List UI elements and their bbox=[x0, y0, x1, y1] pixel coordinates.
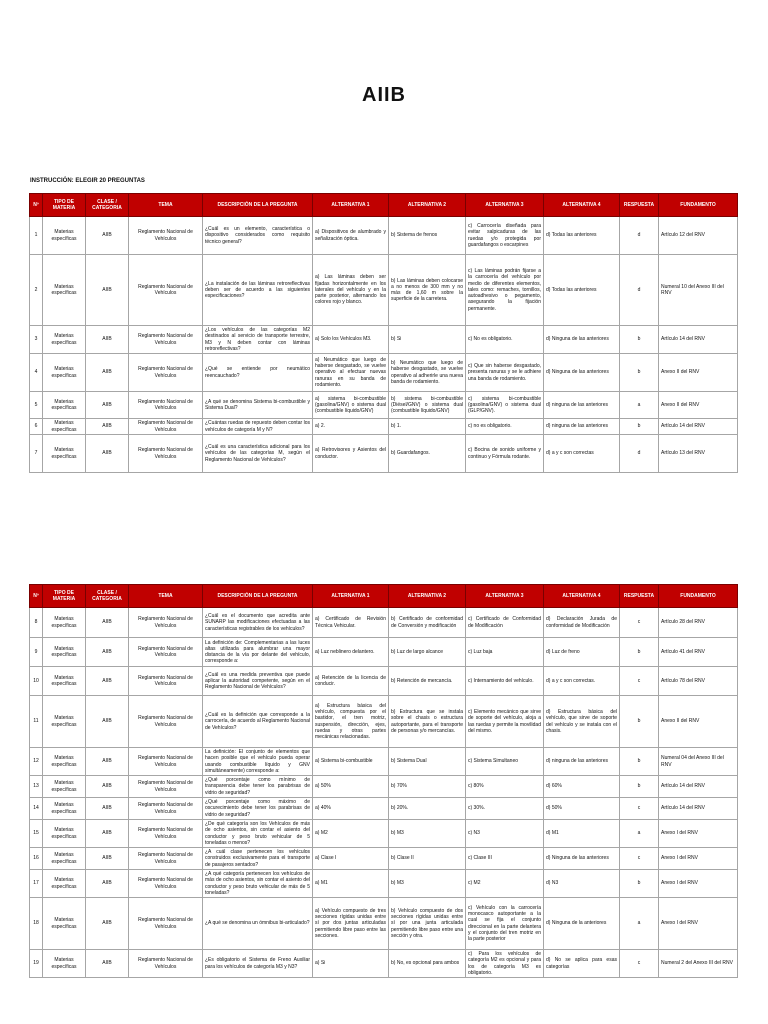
cell-tipo-materia: Materias específicas bbox=[43, 608, 86, 638]
cell-pregunta: La definición: El conjunto de elementos que hacen posible que el vehículo pueda operar usando combustible líquido y GNV simultáneamente) corresponde a: bbox=[203, 748, 313, 776]
cell-tipo-materia: Materias específicas bbox=[43, 950, 86, 978]
table-row bbox=[30, 638, 738, 667]
cell-tema: Reglamento Nacional de Vehículos bbox=[129, 748, 203, 776]
table-row bbox=[30, 608, 738, 638]
cell-alternativa-1: a) Dispositivos de alumbrado y señalización óptica. bbox=[313, 217, 389, 255]
cell-fundamento: Anexo I del RNV bbox=[659, 870, 738, 898]
cell-pregunta: ¿A qué categoría pertenecen los vehículos de más de ocho asientos, sin contar el asiento del conductor y peso bruto vehicular de más de 5 toneladas? bbox=[203, 870, 313, 898]
cell-tema: Reglamento Nacional de Vehículos bbox=[129, 820, 203, 848]
header-tema: TEMA bbox=[129, 585, 203, 608]
cell-pregunta: ¿Cuál es un elemento, característica o dispositivo considerados como requisito técnico general? bbox=[203, 217, 313, 255]
cell-alternativa-2: b) Guardafangos. bbox=[389, 435, 466, 473]
cell-pregunta: ¿Qué se entiende por neumático reencauchado? bbox=[203, 354, 313, 392]
cell-alternativa-2: b) 20%. bbox=[389, 798, 466, 820]
table-row bbox=[30, 255, 738, 326]
cell-alternativa-1: a) M1 bbox=[313, 870, 389, 898]
cell-alternativa-3: c) Carrocería diseñada para evitar salpicaduras de las ruedas y/o protegida por guardafangos o escarpines bbox=[466, 217, 544, 255]
questions-table-2 bbox=[29, 584, 738, 978]
cell-pregunta: ¿De qué categoría son los Vehículos de más de ocho asientos, sin contar el asiento del conductor y peso bruto vehicular de 5 toneladas o menos? bbox=[203, 820, 313, 848]
table-row bbox=[30, 820, 738, 848]
cell-clase: AIIB bbox=[86, 217, 129, 255]
cell-pregunta: ¿Cuántas ruedas de repuesto deben contar los vehículos de categoría M y N? bbox=[203, 419, 313, 435]
cell-alternativa-3: c) No es obligatorio. bbox=[466, 326, 544, 354]
cell-alternativa-2: b) Estructura que se instala sobre el chasis o estructura autoportante, para el transporte de personas y/o mercancías. bbox=[389, 696, 466, 748]
cell-fundamento: Numeral 2 del Anexo III del RNV bbox=[659, 950, 738, 978]
header-clase-categoria: CLASE / CATEGORIA bbox=[86, 194, 129, 217]
cell-alternativa-1: a) Estructura básica del vehículo, compuesta por el bastidor, el tren motriz, suspensión, dirección, ejes, ruedas y otras partes mecánicas relacionadas. bbox=[313, 696, 389, 748]
cell-tema: Reglamento Nacional de Vehículos bbox=[129, 696, 203, 748]
cell-alternativa-4: d) Ninguna de las anteriores bbox=[544, 326, 620, 354]
cell-alternativa-1: a) Vehículo compuesto de tres secciones rígidas unidas entre sí por dos juntas articuladas permitiendo libre paso entre las secciones. bbox=[313, 898, 389, 950]
cell-alternativa-2: b) Certificado de conformidad de Conversión y modificación bbox=[389, 608, 466, 638]
cell-alternativa-2: b) Vehículo compuesto de dos secciones rígidas unidas entre sí por una junta articulada permitiendo libre paso entre una sección y otra. bbox=[389, 898, 466, 950]
cell-alternativa-1: a) 2. bbox=[313, 419, 389, 435]
cell-fundamento: Anexo I del RNV bbox=[659, 848, 738, 870]
cell-clase: AIIB bbox=[86, 392, 129, 419]
cell-alternativa-4: d) Todas las anteriores bbox=[544, 217, 620, 255]
cell-clase: AIIB bbox=[86, 950, 129, 978]
cell-pregunta: ¿Es obligatorio el Sistema de Freno Auxiliar para los vehículos de categoría M3 y N3? bbox=[203, 950, 313, 978]
cell-alternativa-2: b) Sistema de frenos bbox=[389, 217, 466, 255]
cell-alternativa-4: d) No se aplica para esas categorías bbox=[544, 950, 620, 978]
cell-clase: AIIB bbox=[86, 696, 129, 748]
cell-alternativa-1: a) Retrovisores y Asientos del conductor. bbox=[313, 435, 389, 473]
table-row bbox=[30, 898, 738, 950]
header-alternativa-2: ALTERNATIVA 2 bbox=[389, 585, 466, 608]
header-alternativa-4: ALTERNATIVA 4 bbox=[544, 585, 620, 608]
cell-pregunta: ¿Cuál es una característica adicional para los vehículos de las categorías M, según el Reglamento Nacional de Vehículos? bbox=[203, 435, 313, 473]
cell-respuesta: a bbox=[620, 898, 659, 950]
header-tipo-materia: TIPO DE MATERIA bbox=[43, 585, 86, 608]
cell-num: 8 bbox=[30, 608, 43, 638]
cell-alternativa-2: b) No, es opcional para ambos bbox=[389, 950, 466, 978]
cell-fundamento: Artículo 78 del RNV bbox=[659, 667, 738, 696]
cell-fundamento: Artículo 14 del RNV bbox=[659, 419, 738, 435]
cell-tema: Reglamento Nacional de Vehículos bbox=[129, 667, 203, 696]
cell-alternativa-1: a) Retención de la licencia de conducir. bbox=[313, 667, 389, 696]
cell-tipo-materia: Materias específicas bbox=[43, 419, 86, 435]
cell-respuesta: c bbox=[620, 798, 659, 820]
cell-alternativa-2: b) Retención de mercancía. bbox=[389, 667, 466, 696]
cell-tema: Reglamento Nacional de Vehículos bbox=[129, 776, 203, 798]
cell-respuesta: a bbox=[620, 820, 659, 848]
cell-tipo-materia: Materias específicas bbox=[43, 798, 86, 820]
cell-alternativa-3: c) Bocina de sonido uniforme y continuo y Fórmula rodante. bbox=[466, 435, 544, 473]
cell-fundamento: Numeral 10 del Anexo III del RNV bbox=[659, 255, 738, 326]
cell-alternativa-4: d) Declaración Jurada de conformidad de Modificación bbox=[544, 608, 620, 638]
cell-alternativa-2: b) Clase II bbox=[389, 848, 466, 870]
cell-fundamento: Artículo 13 del RNV bbox=[659, 435, 738, 473]
cell-alternativa-4: d) Ninguna de la anteriores bbox=[544, 898, 620, 950]
cell-alternativa-1: a) 40% bbox=[313, 798, 389, 820]
header-tipo-materia: TIPO DE MATERIA bbox=[43, 194, 86, 217]
cell-respuesta: b bbox=[620, 419, 659, 435]
cell-alternativa-4: d) 50% bbox=[544, 798, 620, 820]
table-row bbox=[30, 419, 738, 435]
cell-fundamento: Artículo 12 del RNV bbox=[659, 217, 738, 255]
cell-respuesta: c bbox=[620, 608, 659, 638]
cell-alternativa-4: d) Ninguna de las anteriores bbox=[544, 848, 620, 870]
cell-tema: Reglamento Nacional de Vehículos bbox=[129, 848, 203, 870]
cell-fundamento: Artículo 14 del RNV bbox=[659, 798, 738, 820]
header-alternativa-4: ALTERNATIVA 4 bbox=[544, 194, 620, 217]
cell-alternativa-4: d) a y c son correctas. bbox=[544, 667, 620, 696]
cell-alternativa-1: a) Solo los Vehículos M3. bbox=[313, 326, 389, 354]
cell-clase: AIIB bbox=[86, 435, 129, 473]
header-alternativa-1: ALTERNATIVA 1 bbox=[313, 194, 389, 217]
cell-alternativa-2: b) Neumático que luego de haberse desgastado, se vuelve operativo al adherirle una nueva banda de rodamiento. bbox=[389, 354, 466, 392]
cell-clase: AIIB bbox=[86, 898, 129, 950]
cell-pregunta: ¿Cuál es una medida preventiva que puede aplicar la autoridad competente, según en el Reglamento Nacional de Vehículos? bbox=[203, 667, 313, 696]
cell-num: 11 bbox=[30, 696, 43, 748]
cell-alternativa-3: c) Para los vehículos de categoría M2 es opcional y para los de categoría M3 es obligatorio. bbox=[466, 950, 544, 978]
cell-respuesta: b bbox=[620, 748, 659, 776]
cell-num: 12 bbox=[30, 748, 43, 776]
cell-alternativa-4: d) Ninguna de las anteriores bbox=[544, 354, 620, 392]
cell-alternativa-4: d) ninguna de las anteriores bbox=[544, 748, 620, 776]
table-row bbox=[30, 870, 738, 898]
cell-num: 4 bbox=[30, 354, 43, 392]
header-descripcion: DESCRIPCIÓN DE LA PREGUNTA bbox=[203, 194, 313, 217]
cell-tema: Reglamento Nacional de Vehículos bbox=[129, 608, 203, 638]
table-row bbox=[30, 435, 738, 473]
cell-alternativa-3: c) Internamiento del vehículo. bbox=[466, 667, 544, 696]
header-fundamento: FUNDAMENTO bbox=[659, 585, 738, 608]
table-row bbox=[30, 798, 738, 820]
cell-alternativa-4: d) Todas las anteriores bbox=[544, 255, 620, 326]
cell-alternativa-3: c) Clase III bbox=[466, 848, 544, 870]
cell-alternativa-3: c) Vehículo con la carrocería monocasco autoportante a la cual se fija el conjunto direccional en la parte delantera y el conjunto del tren motriz en la parte posterior bbox=[466, 898, 544, 950]
cell-respuesta: c bbox=[620, 848, 659, 870]
cell-pregunta: ¿Cuál es la definición que corresponde a la carrocería, de acuerdo al Reglamento Nacional de Vehículos? bbox=[203, 696, 313, 748]
cell-alternativa-1: a) Sistema bi-combustible bbox=[313, 748, 389, 776]
cell-alternativa-1: a) Luz neblinero delantero. bbox=[313, 638, 389, 667]
cell-tema: Reglamento Nacional de Vehículos bbox=[129, 217, 203, 255]
cell-num: 9 bbox=[30, 638, 43, 667]
cell-respuesta: b bbox=[620, 354, 659, 392]
cell-fundamento: Numeral 04 del Anexo III del RNV bbox=[659, 748, 738, 776]
header-tema: TEMA bbox=[129, 194, 203, 217]
cell-clase: AIIB bbox=[86, 870, 129, 898]
cell-alternativa-1: a) Si bbox=[313, 950, 389, 978]
header-fundamento: FUNDAMENTO bbox=[659, 194, 738, 217]
header-descripcion: DESCRIPCIÓN DE LA PREGUNTA bbox=[203, 585, 313, 608]
cell-pregunta: ¿Cuál es el documento que acredita ante SUNARP las modificaciones efectuadas a las características registrables de los vehículos? bbox=[203, 608, 313, 638]
table-row bbox=[30, 848, 738, 870]
cell-alternativa-1: a) Clase I bbox=[313, 848, 389, 870]
table-row bbox=[30, 354, 738, 392]
table-row bbox=[30, 392, 738, 419]
cell-num: 7 bbox=[30, 435, 43, 473]
header-respuesta: RESPUESTA bbox=[620, 194, 659, 217]
page-title: AIIB bbox=[362, 84, 406, 106]
cell-num: 3 bbox=[30, 326, 43, 354]
cell-clase: AIIB bbox=[86, 667, 129, 696]
cell-alternativa-2: b) M3 bbox=[389, 870, 466, 898]
cell-respuesta: b bbox=[620, 326, 659, 354]
cell-alternativa-3: c) 80% bbox=[466, 776, 544, 798]
cell-clase: AIIB bbox=[86, 608, 129, 638]
cell-alternativa-4: d) M1 bbox=[544, 820, 620, 848]
cell-alternativa-2: b) Si bbox=[389, 326, 466, 354]
cell-clase: AIIB bbox=[86, 326, 129, 354]
cell-num: 2 bbox=[30, 255, 43, 326]
cell-respuesta: a bbox=[620, 392, 659, 419]
header-alternativa-3: ALTERNATIVA 3 bbox=[466, 194, 544, 217]
cell-tema: Reglamento Nacional de Vehículos bbox=[129, 898, 203, 950]
cell-clase: AIIB bbox=[86, 848, 129, 870]
cell-respuesta: b bbox=[620, 638, 659, 667]
cell-num: 16 bbox=[30, 848, 43, 870]
cell-alternativa-3: c) M2 bbox=[466, 870, 544, 898]
cell-tipo-materia: Materias específicas bbox=[43, 748, 86, 776]
cell-alternativa-2: b) 70% bbox=[389, 776, 466, 798]
cell-fundamento: Anexo I del RNV bbox=[659, 898, 738, 950]
cell-fundamento: Artículo 28 del RNV bbox=[659, 608, 738, 638]
cell-alternativa-3: c) Las láminas podrán fijarse a la carrocería del vehículo por medio de diferentes elementos, tales como: remaches, tornillos, autoadhesivo o pegamento, asegurando la fijación permanente. bbox=[466, 255, 544, 326]
table-row bbox=[30, 217, 738, 255]
cell-alternativa-3: c) 30%. bbox=[466, 798, 544, 820]
cell-alternativa-1: a) sistema bi-combustible (gasolina/GNV) o sistema dual (combustible líquido/GNV) bbox=[313, 392, 389, 419]
cell-respuesta: c bbox=[620, 950, 659, 978]
header-clase-categoria: CLASE / CATEGORIA bbox=[86, 585, 129, 608]
header-alternativa-2: ALTERNATIVA 2 bbox=[389, 194, 466, 217]
cell-fundamento: Artículo 14 del RNV bbox=[659, 776, 738, 798]
cell-alternativa-2: b) Sistema Dual bbox=[389, 748, 466, 776]
cell-num: 5 bbox=[30, 392, 43, 419]
cell-clase: AIIB bbox=[86, 354, 129, 392]
cell-respuesta: c bbox=[620, 667, 659, 696]
cell-alternativa-4: d) ninguna de las anteriores bbox=[544, 392, 620, 419]
header-alternativa-3: ALTERNATIVA 3 bbox=[466, 585, 544, 608]
cell-alternativa-1: a) Las láminas deben ser fijadas horizontalmente en los laterales del vehículo y en la parte posterior, alternando los colores rojo y blanco. bbox=[313, 255, 389, 326]
cell-clase: AIIB bbox=[86, 798, 129, 820]
table-row bbox=[30, 748, 738, 776]
cell-tema: Reglamento Nacional de Vehículos bbox=[129, 255, 203, 326]
cell-num: 13 bbox=[30, 776, 43, 798]
cell-tipo-materia: Materias específicas bbox=[43, 776, 86, 798]
cell-pregunta: ¿A cuál clase pertenecen los vehículos construidos exclusivamente para el transporte de pasajeros sentados? bbox=[203, 848, 313, 870]
cell-alternativa-3: c) Certificado de Conformidad de Modificación bbox=[466, 608, 544, 638]
cell-num: 6 bbox=[30, 419, 43, 435]
cell-alternativa-2: b) M3 bbox=[389, 820, 466, 848]
cell-respuesta: b bbox=[620, 776, 659, 798]
cell-fundamento: Anexo II del RNV bbox=[659, 696, 738, 748]
cell-tema: Reglamento Nacional de Vehículos bbox=[129, 354, 203, 392]
cell-num: 14 bbox=[30, 798, 43, 820]
cell-tema: Reglamento Nacional de Vehículos bbox=[129, 419, 203, 435]
table-row bbox=[30, 667, 738, 696]
cell-tipo-materia: Materias específicas bbox=[43, 217, 86, 255]
cell-pregunta: ¿A qué se denomina Sistema bi-combustible y Sistema Dual? bbox=[203, 392, 313, 419]
cell-pregunta: ¿Los vehículos de las categorías M2 destinados al servicio de transporte terrestre, M3 y N deben contar con láminas retroreflectivas? bbox=[203, 326, 313, 354]
cell-pregunta: ¿Qué porcentaje como máximo de oscurecimiento debe tener los parabrisas de vidrio de seguridad? bbox=[203, 798, 313, 820]
cell-fundamento: Artículo 41 del RNV bbox=[659, 638, 738, 667]
cell-num: 17 bbox=[30, 870, 43, 898]
cell-pregunta: ¿A qué se denomina un ómnibus bi-articulado? bbox=[203, 898, 313, 950]
cell-tema: Reglamento Nacional de Vehículos bbox=[129, 392, 203, 419]
cell-respuesta: d bbox=[620, 255, 659, 326]
cell-tipo-materia: Materias específicas bbox=[43, 870, 86, 898]
cell-pregunta: ¿La instalación de las láminas retroreflectivas deben ser de acuerdo a las siguientes especificaciones? bbox=[203, 255, 313, 326]
cell-alternativa-4: d) N3 bbox=[544, 870, 620, 898]
header-respuesta: RESPUESTA bbox=[620, 585, 659, 608]
header-num: Nº bbox=[30, 585, 43, 608]
cell-alternativa-4: d) ninguna de las anteriores bbox=[544, 419, 620, 435]
header-alternativa-1: ALTERNATIVA 1 bbox=[313, 585, 389, 608]
cell-alternativa-3: c) N3 bbox=[466, 820, 544, 848]
cell-alternativa-3: c) sistema bi-combustible (gasolina/GNV) o sistema dual (GLP/GNV). bbox=[466, 392, 544, 419]
table-row bbox=[30, 696, 738, 748]
table-header-row bbox=[30, 585, 738, 608]
cell-num: 18 bbox=[30, 898, 43, 950]
cell-clase: AIIB bbox=[86, 748, 129, 776]
table-row bbox=[30, 326, 738, 354]
cell-respuesta: b bbox=[620, 870, 659, 898]
cell-tema: Reglamento Nacional de Vehículos bbox=[129, 326, 203, 354]
cell-clase: AIIB bbox=[86, 255, 129, 326]
cell-pregunta: ¿Qué porcentaje como mínimo de transparencia debe tener los parabrisas de vidrio de seguridad? bbox=[203, 776, 313, 798]
cell-num: 19 bbox=[30, 950, 43, 978]
instruction-text: INSTRUCCIÓN: ELEGIR 20 PREGUNTAS bbox=[30, 178, 145, 184]
cell-alternativa-3: c) Que sin haberse desgastado, presenta ranuras y se le adhiere una banda de rodamiento. bbox=[466, 354, 544, 392]
cell-tipo-materia: Materias específicas bbox=[43, 638, 86, 667]
cell-alternativa-1: a) Neumático que luego de haberse desgastado, se vuelve operativo al efectuar nuevas ranuras en su banda de rodamiento. bbox=[313, 354, 389, 392]
cell-tipo-materia: Materias específicas bbox=[43, 667, 86, 696]
cell-tema: Reglamento Nacional de Vehículos bbox=[129, 950, 203, 978]
cell-tema: Reglamento Nacional de Vehículos bbox=[129, 638, 203, 667]
cell-pregunta: La definición de: Complementarias a las luces altas utilizada para alumbrar una mayor distancia de la vía por delante del vehículo, corresponde a: bbox=[203, 638, 313, 667]
cell-tema: Reglamento Nacional de Vehículos bbox=[129, 435, 203, 473]
cell-alternativa-2: b) sistema bi-combustible (Diésel/GNV) o sistema dual (combustible líquido/GNV) bbox=[389, 392, 466, 419]
cell-alternativa-1: a) 50% bbox=[313, 776, 389, 798]
cell-clase: AIIB bbox=[86, 638, 129, 667]
cell-tipo-materia: Materias específicas bbox=[43, 392, 86, 419]
header-num: Nº bbox=[30, 194, 43, 217]
cell-alternativa-2: b) Las láminas deben colocarse a no menos de 300 mm y no más de 1,60 m sobre la superficie de la carretera. bbox=[389, 255, 466, 326]
questions-table-1 bbox=[29, 193, 738, 473]
cell-alternativa-2: b) Luz de largo alcance bbox=[389, 638, 466, 667]
table-row bbox=[30, 950, 738, 978]
cell-alternativa-3: c) Sistema Simultaneo bbox=[466, 748, 544, 776]
cell-fundamento: Anexo II del RNV bbox=[659, 354, 738, 392]
cell-num: 10 bbox=[30, 667, 43, 696]
cell-tipo-materia: Materias específicas bbox=[43, 696, 86, 748]
cell-clase: AIIB bbox=[86, 776, 129, 798]
cell-alternativa-4: d) Estructura básica del vehículo, que sirve de soporte del vehículo y se instala con el chasis. bbox=[544, 696, 620, 748]
cell-alternativa-3: c) no es obligatorio. bbox=[466, 419, 544, 435]
table-row bbox=[30, 776, 738, 798]
cell-respuesta: d bbox=[620, 217, 659, 255]
cell-tipo-materia: Materias específicas bbox=[43, 326, 86, 354]
cell-tema: Reglamento Nacional de Vehículos bbox=[129, 870, 203, 898]
cell-clase: AIIB bbox=[86, 820, 129, 848]
cell-tipo-materia: Materias específicas bbox=[43, 435, 86, 473]
cell-tipo-materia: Materias específicas bbox=[43, 354, 86, 392]
cell-clase: AIIB bbox=[86, 419, 129, 435]
cell-alternativa-1: a) M2 bbox=[313, 820, 389, 848]
cell-alternativa-1: a) Certificado de Revisión Técnica Vehicular. bbox=[313, 608, 389, 638]
cell-alternativa-3: c) Luz baja bbox=[466, 638, 544, 667]
cell-tipo-materia: Materias específicas bbox=[43, 848, 86, 870]
cell-fundamento: Anexo I del RNV bbox=[659, 820, 738, 848]
cell-tipo-materia: Materias específicas bbox=[43, 898, 86, 950]
cell-tema: Reglamento Nacional de Vehículos bbox=[129, 798, 203, 820]
table-header-row bbox=[30, 194, 738, 217]
cell-num: 15 bbox=[30, 820, 43, 848]
cell-alternativa-2: b) 1. bbox=[389, 419, 466, 435]
cell-fundamento: Artículo 14 del RNV bbox=[659, 326, 738, 354]
cell-alternativa-4: d) 60% bbox=[544, 776, 620, 798]
cell-num: 1 bbox=[30, 217, 43, 255]
cell-alternativa-4: d) a y c son correctas bbox=[544, 435, 620, 473]
cell-fundamento: Anexo II del RNV bbox=[659, 392, 738, 419]
cell-alternativa-4: d) Luz de freno bbox=[544, 638, 620, 667]
cell-tipo-materia: Materias específicas bbox=[43, 820, 86, 848]
cell-alternativa-3: c) Elemento mecánico que sirve de soporte del vehículo, aloja a las ruedas y permite la movilidad del mismo. bbox=[466, 696, 544, 748]
cell-respuesta: b bbox=[620, 696, 659, 748]
cell-tipo-materia: Materias específicas bbox=[43, 255, 86, 326]
cell-respuesta: d bbox=[620, 435, 659, 473]
